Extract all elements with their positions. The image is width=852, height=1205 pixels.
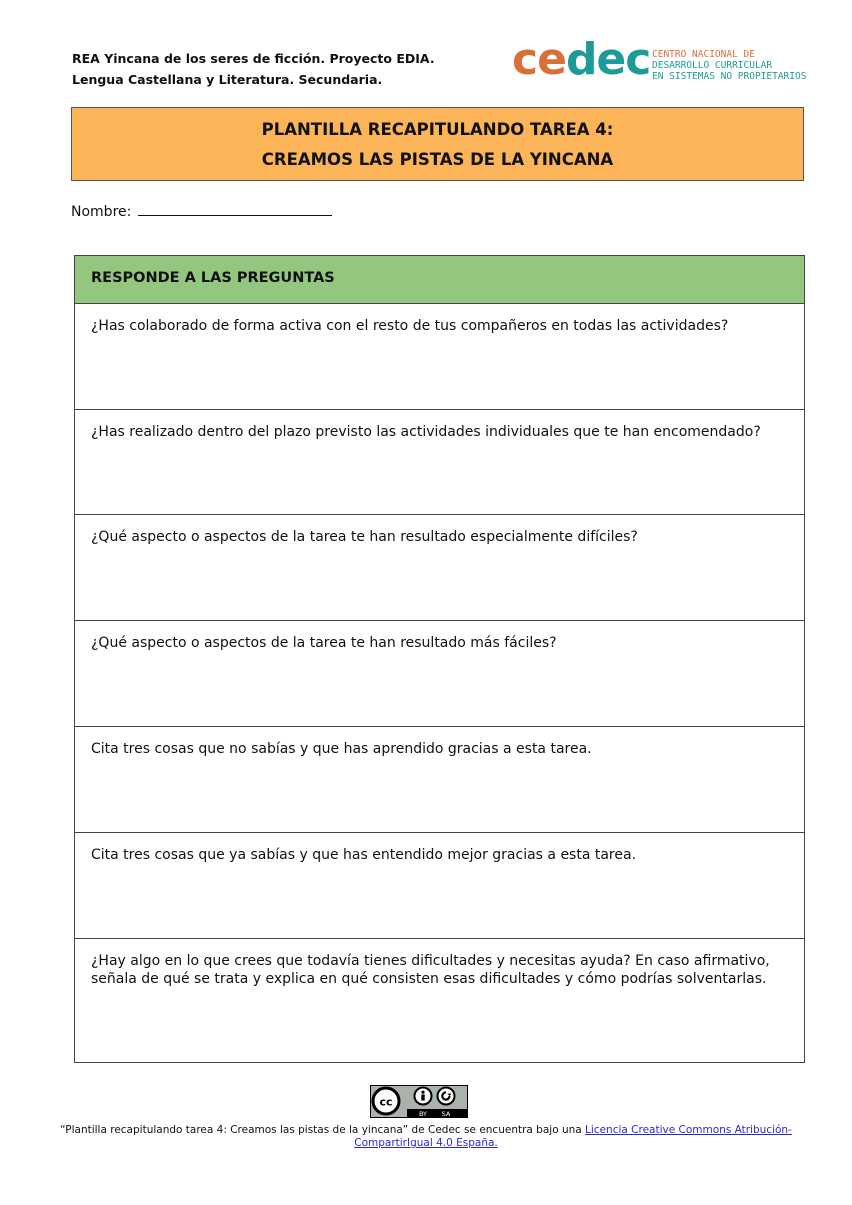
license-footer	[40, 1124, 812, 1150]
cedec-logo	[512, 34, 812, 86]
footer-text: “Plantilla recapitulando tarea 4: Creamos las pistas de la yincana” de Cedec se encuentra bajo una	[60, 1124, 586, 1136]
name-blank-line[interactable]	[138, 201, 332, 216]
name-field	[71, 201, 332, 220]
title-line-1: PLANTILLA RECAPITULANDO TAREA 4:	[261, 120, 614, 139]
question-text: Cita tres cosas que ya sabías y que has entendido mejor gracias a esta tarea.	[91, 847, 637, 863]
question-row[interactable]	[75, 727, 804, 833]
question-row[interactable]	[75, 410, 804, 515]
cc-by-label: BY	[418, 1110, 428, 1118]
header-line-2: Lengua Castellana y Literatura. Secundaria.	[72, 72, 383, 87]
title-box	[71, 107, 804, 181]
logo-subtitle: CENTRO NACIONAL DE DESARROLLO CURRICULAR EN SISTEMAS NO PROPIETARIOS	[652, 49, 807, 82]
name-label: Nombre:	[71, 204, 132, 220]
question-row[interactable]	[75, 621, 804, 727]
question-text: Cita tres cosas que no sabías y que has aprendido gracias a esta tarea.	[91, 741, 592, 757]
question-text: ¿Hay algo en lo que crees que todavía tienes dificultades y necesitas ayuda? En caso afirmativo, señala de qué se trata y explica en qué consisten esas dificultades y cómo podrías solventarlas.	[91, 953, 770, 987]
question-row[interactable]	[75, 304, 804, 410]
question-row[interactable]	[75, 515, 804, 621]
title-line-2: CREAMOS LAS PISTAS DE LA YINCANA	[261, 150, 614, 169]
logo-word: cedec	[512, 34, 651, 85]
question-text: ¿Has colaborado de forma activa con el resto de tus compañeros en todas las actividades?	[91, 318, 729, 334]
questions-table	[74, 255, 805, 1063]
creative-commons-by-sa-icon	[370, 1085, 468, 1118]
svg-text:cc: cc	[379, 1095, 393, 1109]
question-row[interactable]	[75, 833, 804, 939]
header-line-1: REA Yincana de los seres de ficción. Proyecto EDIA.	[72, 51, 435, 66]
question-row[interactable]	[75, 939, 804, 1062]
question-text: ¿Qué aspecto o aspectos de la tarea te han resultado más fáciles?	[91, 635, 557, 651]
questions-table-header: RESPONDE A LAS PREGUNTAS	[75, 256, 804, 304]
question-text: ¿Qué aspecto o aspectos de la tarea te han resultado especialmente difíciles?	[91, 529, 638, 545]
license-link[interactable]: Licencia Creative Commons Atribución-CompartirIgual 4.0 España.	[354, 1124, 792, 1149]
cc-sa-label: SA	[441, 1110, 451, 1118]
question-text: ¿Has realizado dentro del plazo previsto las actividades individuales que te han encomendado?	[91, 424, 761, 440]
document-header	[72, 48, 435, 90]
